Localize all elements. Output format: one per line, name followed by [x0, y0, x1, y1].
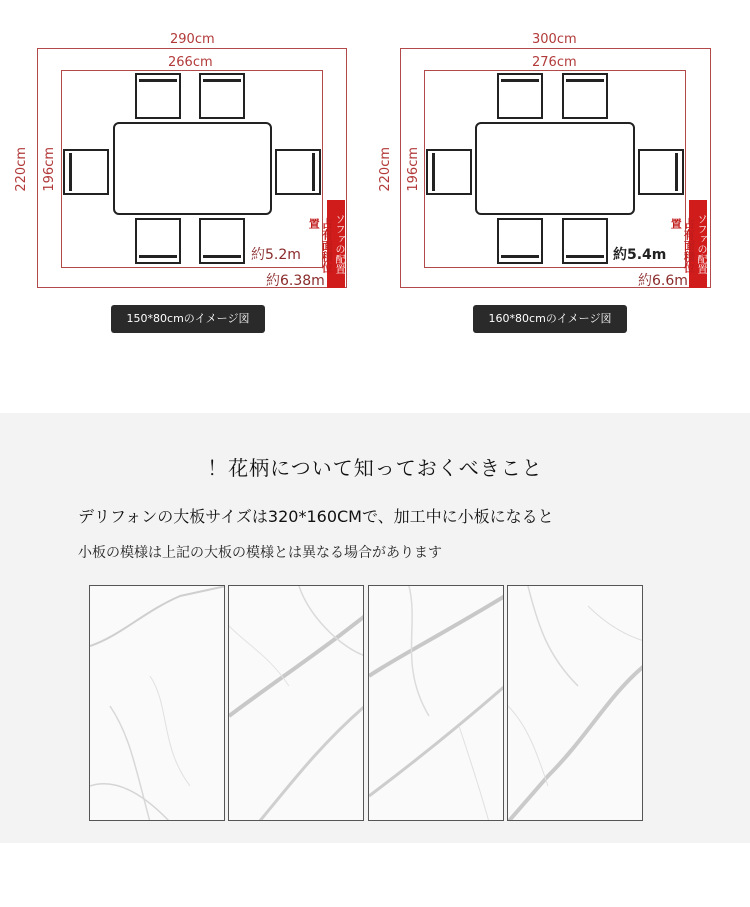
- bottom-spacer: [0, 843, 750, 907]
- notice-headline: ！花柄について知っておくべきこと: [207, 456, 543, 480]
- diagram-160x80: [362, 0, 737, 378]
- image-caption: 160*80cmのイメージ図: [473, 305, 627, 333]
- marble-slab-4: [507, 585, 643, 821]
- marble-slab-2: [228, 585, 364, 821]
- marble-slab-3: [368, 585, 504, 821]
- inner-width-label: 266cm: [168, 55, 213, 70]
- chair: [275, 149, 321, 195]
- occupied-area-label: 占有面積位置: [307, 218, 334, 273]
- inner-area-size: 約5.2m: [251, 247, 301, 263]
- outer-height-label: 220cm: [14, 147, 29, 192]
- inner-width-label: 276cm: [532, 55, 577, 70]
- chair: [199, 73, 245, 119]
- layout-diagrams-section: [0, 0, 750, 378]
- chair: [135, 73, 181, 119]
- sofa-placement-marker: ソファの配置: [689, 200, 707, 288]
- dining-table: [113, 122, 272, 215]
- dining-table: [475, 122, 635, 215]
- outer-width-label: 300cm: [532, 32, 577, 47]
- occupied-area-label: 占有面積位置: [669, 218, 696, 273]
- chair: [562, 218, 608, 264]
- inner-height-label: 196cm: [42, 147, 57, 192]
- chair: [63, 149, 109, 195]
- notice-line-2: 小板の模様は上記の大板の模様とは異なる場合があります: [78, 545, 442, 561]
- chair: [562, 73, 608, 119]
- outer-area-size: 約6.6m: [638, 273, 688, 289]
- outer-area-size: 約6.38m: [266, 273, 325, 289]
- notice-line-1: デリフォンの大板サイズは320*160CMで、加工中に小板になると: [78, 507, 554, 526]
- inner-area-size: 約5.4m: [613, 247, 667, 263]
- chair: [135, 218, 181, 264]
- chair: [638, 149, 684, 195]
- inner-height-label: 196cm: [406, 147, 421, 192]
- chair: [426, 149, 472, 195]
- image-caption: 150*80cmのイメージ図: [111, 305, 265, 333]
- outer-height-label: 220cm: [378, 147, 393, 192]
- outer-width-label: 290cm: [170, 32, 215, 47]
- diagram-150x80: [0, 0, 375, 378]
- chair: [497, 73, 543, 119]
- chair: [199, 218, 245, 264]
- marble-slab-1: [89, 585, 225, 821]
- chair: [497, 218, 543, 264]
- sofa-placement-marker: ソファの配置: [327, 200, 345, 288]
